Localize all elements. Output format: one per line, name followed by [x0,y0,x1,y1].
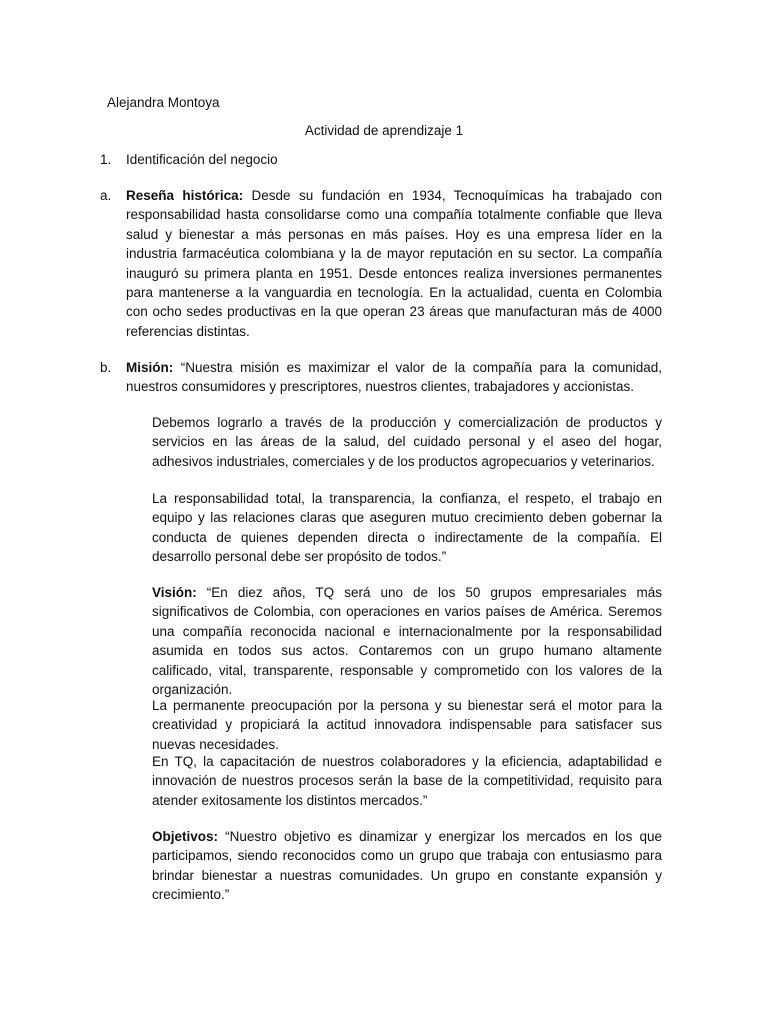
section-a-resena [100,186,662,341]
objetivos-text: “Nuestro objetivo es dinamizar y energizar los mercados en los que participamos, siendo reconocidos como un grupo que trabaja con entusiasmo para brindar bienestar a nuestras comunidades. Un grupo en constante expansión y crecimiento.” [152,829,662,903]
section-b-lead: Misión: [126,360,174,375]
vision-paragraph [152,583,662,699]
objetivos-paragraph [152,827,662,905]
section-b-text: “Nuestra misión es maximizar el valor de la compañía para la comunidad, nuestros consumidores y prescriptores, nuestros clientes, trabajadores y accionistas. [126,360,662,395]
mision-paragraph-2: Debemos lograrlo a través de la producción y comercialización de productos y servicios en las áreas de la salud, del cuidado personal y el aseo del hogar, adhesivos industriales, comerciales y de los productos agropecuarios y veterinarios. [152,415,662,469]
vision-lead: Visión: [152,585,197,600]
mision-paragraph-3: La responsabilidad total, la transparencia, la confianza, el respeto, el trabajo en equipo y las relaciones claras que aseguren mutuo crecimiento deben gobernar la conducta de quienes dependen directa o indirectamente de la compañía. El desarrollo personal debe ser propósito de todos.” [152,491,662,565]
vision-paragraph-2: La permanente preocupación por la persona y su bienestar será el motor para la creatividad y propiciará la actitud innovadora indispensable para satisfacer sus nuevas necesidades. [152,698,662,752]
objetivos-lead: Objetivos: [152,829,219,844]
section-1 [100,150,662,169]
vision-text: “En diez años, TQ será uno de los 50 grupos empresariales más significativos de Colombia, con operaciones en varios países de América. Seremos una compañía reconocida nacional e internacionalmente por la responsabilidad asumida en todos sus actos. Contaremos con un grupo humano altamente calificado, vital, transparente, responsable y comprometido con los valores de la organización. [152,585,662,698]
section-a-text: Desde su fundación en 1934, Tecnoquímicas ha trabajado con responsabilidad hasta consolidarse como una compañía totalmente confiable que lleva salud y bienestar a más personas en más países. Hoy es una empresa líder en la industria farmacéutica colombiana y la de mayor reputación en su sector. La compañía inauguró su primera planta en 1951. Desde entonces realiza inversiones permanentes para mantenerse a la vanguardia en tecnología. En la actualidad, cuenta en Colombia con ocho sedes productivas en la que operan 23 áreas que manufacturan más de 4000 referencias distintas. [126,188,662,339]
section-b-marker: b. [100,360,112,375]
author-name: Alejandra Montoya [107,95,220,110]
document-title: Actividad de aprendizaje 1 [304,123,464,138]
vision-paragraph-3: En TQ, la capacitación de nuestros colaboradores y la eficiencia, adaptabilidad e innovación de nuestros procesos serán la base de la competitividad, requisito para atender exitosamente los distintos mercados.” [152,754,662,808]
section-b-mision [100,358,662,397]
section-1-heading: Identificación del negocio [126,152,278,167]
section-a-marker: a. [100,188,112,203]
section-a-lead: Reseña histórica: [126,188,244,203]
section-1-marker: 1. [100,152,112,167]
